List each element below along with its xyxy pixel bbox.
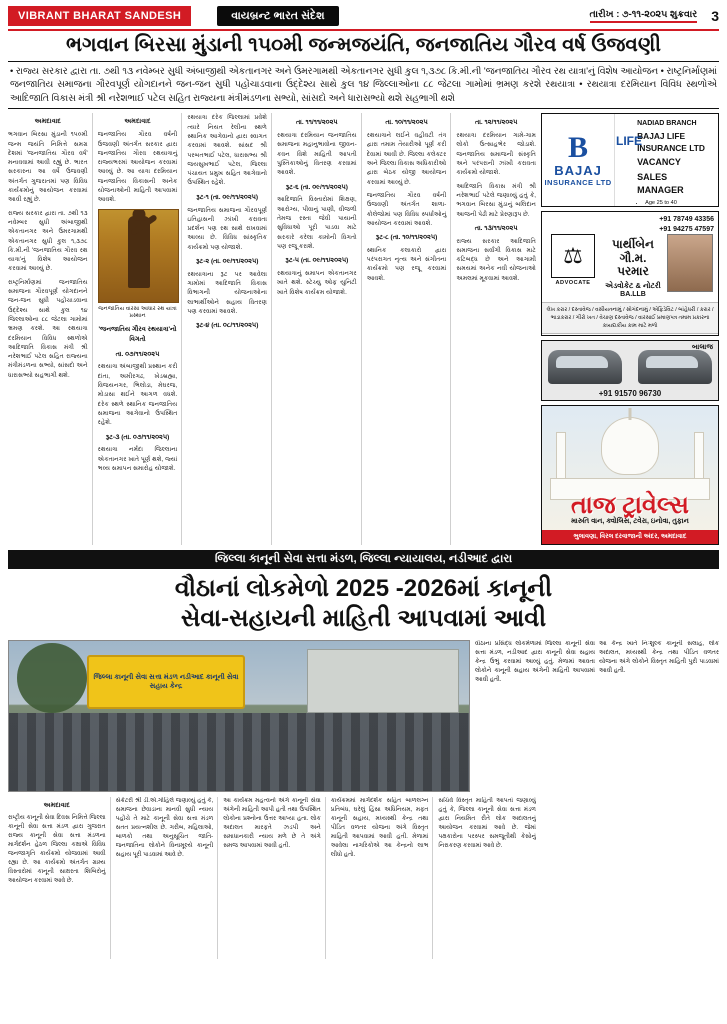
lead-text-columns [8,113,536,545]
advocate-degree: BA.LLB [620,290,646,298]
paragraph: રાજ્ય સરકાર દ્વારા તા. ૭થી ૧૩ નવેમ્બર સુધી અંબાજીથી એકતાનગર અને ઉમરગામથી એકતાનગર સુધી કુલ ૧,૩૭૮ કિ.મી.ની 'જનજાતિય ગૌરવ રથ યાત્રા'નું વિશેષ આયોજન કરવામાં આવ્યું છે. [8,209,88,273]
photo-caption: જનજાતિય વારસા આધાર રથ યાત્રા પ્રસ્થાન [98,305,177,319]
masthead-center-title: વાયબ્રન્ટ ભારત સંદેશ [217,6,338,26]
legal-services-camp-photo [8,640,470,792]
bajaj-vacancy-label: VACANCY [637,156,681,167]
lead-bullets: • રાજ્ય સરકાર દ્વારા તા. ૭થી ૧૩ નવેમ્બર સુધી અંબાજીથી એકતાનગર અને ઉમરગામથી એકતાનગર સુધી કુલ ૧,૩૭૮ કિ.મી.ની 'જનજાતિય ગૌરવ રથ યાત્રા'નું વિશેષ આયોજન • રાષ્ટ્રનિર્માણમાં જનજાતિય સમાજના ગૌરવપૂર્ણ યોગદાનને જન-જન સુધી પહોંચાડવાના ઉદ્દેશ્ય સાથે કુલ ૧૪ જિલ્લાઓના ૮૮ જેટલા ગામોમાં ભ્રમણ કરશે રથયાત્રા • રથયાત્રા દરમિયાન વિવિધ સ્થળોએ આદિજાતિ વિકાસ મંત્રી શ્રી નરેશભાઈ પટેલ સહિત રાજ્યના મંત્રીમંડળના સભ્યો, સાંસદો અને ધારાસભ્યો થશે સહભાગી થશે [8,61,719,109]
advocate-phones[interactable] [542,212,718,235]
taj-subtitle: મારુતિ વાન, ક્વોલિસ, ટવેરા, ઇનોવા, તુફાન [571,518,689,526]
taj-footer-address: ભુલાવણા, વિરલ દરવાજાની અંદર, અમદાવાદ [542,530,718,544]
paragraph: રથયાત્રા દરમિયાન ગામે-ગામ લોકો ઉત્સાહભેર જોડાશે. જનજાતિય સમાજની સંસ્કૃતિ અને પરંપરાની ઝાંખી કરાવતા કાર્યક્રમો યોજાશે. [456,132,537,177]
paragraph: સેક્રેટરી શ્રી ડી.એ.ગોહિલે જણાવ્યું હતું કે, સમાજના છેવાડાના માનવી સુધી ન્યાય પહોંચે તે માટે કાનૂની સેવા સત્તા મંડળ સતત પ્રયત્નશીલ છે. ગરીબ, મહિલાઓ, બાળકો તથા અનુસૂચિત જાતિ-જનજાતિના લોકોને વિનામૂલ્યે કાનૂની સહાય પૂરી પાડવામાં આવે છે. [115,798,214,859]
section-kicker: 'જનજાતિય ગૌરવ રથયાત્રા'નો વિગતો [98,326,177,343]
column-dateline: અમદાવાદ [124,118,151,126]
masthead-right [339,6,719,26]
bajaj-requirement: • Age 25 to 40 [645,199,713,207]
advocate-role: એડવોકેટ & નોટરી [605,280,661,290]
advocate-services: લેખ કરાર / દસ્તાવેજ / વસીયતનામું / સોગંદનામું / એફિડેવિટ / બાંહેધરી / કરાર / ભાડાકરાર / ગીરો ખત / વેચાણ દસ્તાવેજ / વારસાઈ પ્રમાણપત્ર તમામ પ્રકારના કાયદાકીય કામ માટે મળો [542,302,718,334]
date-head: રૂટ-૮ (તા. ૧૦/૧૧/૨૦૨૫) [375,234,438,242]
advocate-portrait [667,234,713,292]
bottom-area [8,797,719,959]
lead-column-3 [187,113,272,545]
column-dateline: અમદાવાદ [34,118,61,126]
second-story-headline [8,574,719,634]
paragraph: જનજાતિય સમાજના ગૌરવપૂર્ણ ઇતિહાસની ઝાંખી કરાવતા પ્રદર્શન પણ રથ સાથે રાખવામાં આવ્યા છે. વિવિધ સાંસ્કૃતિક કાર્યક્રમો પણ યોજાશે. [187,206,268,251]
bajaj-brand: BAJAJ [554,163,602,179]
scales-of-justice-icon: ⚖ [551,234,595,278]
second-story-columns [475,640,719,792]
paragraph: આ કાર્યક્રમ મહત્વનો અંગે કાનૂની સેવા અંગેની માહિતી આપી હતી તથા ઉપસ્થિત લોકોના પ્રશ્નોના ઉત્તર આપ્યા હતા. લોક અદાલત મારફતે ઝડપી અને સમાધાનકારી ન્યાય મળે છે તે અંગે સમજ આપવામાં આવી હતી. [223,798,321,850]
paragraph: જનજાતિય ગૌરવ વર્ષની ઉજવણી અંતર્ગત શાળા-કોલેજોમાં પણ વિવિધ સ્પર્ધાઓનું આયોજન કરવામાં આવશે. [366,191,447,227]
ad-car-travels[interactable] [541,340,719,402]
lead-column-6 [456,113,536,545]
birsa-munda-statue-photo [98,209,180,303]
bottom-column-5 [438,797,536,959]
tree-shape [17,643,87,713]
paragraph: રાષ્ટ્રનિર્માણમાં જનજાતિય સમાજના ગૌરવપૂર્ણ યોગદાનને જન-જન સુધી પહોંચાડવાના ઉદ્દેશ્ય સાથે કુલ ૧૪ જિલ્લાઓના ૮૮ જેટલા ગામોમાં ભ્રમણ કરશે. આ રથયાત્રા દરમિયાન વિવિધ સ્થળોએ આદિજાતિ વિકાસ મંત્રી શ્રી નરેશભાઈ પટેલ સહિત રાજ્યના મંત્રીમંડળના સભ્યો, સાંસદો અને ધારાસભ્યો સહભાગી થશે. [8,278,88,379]
taj-dome-icon [602,418,658,474]
masthead-date: તારીખ : ૭-૧૧-૨૦૨૫ શુક્રવાર [590,9,698,23]
date-head: રૂટ-૨ (તા. ૦૯/૧૧/૨૦૨૫) [195,258,259,266]
bottom-column-1 [8,797,111,959]
paragraph: રાષ્ટ્રીય કાનૂની સેવા દિવસ નિમિત્તે જિલ્લા કાનૂની સેવા સત્તા મંડળ દ્વારા ગુજરાત રાજ્ય કાનૂની સેવા સત્તા મંડળના માર્ગદર્શન હેઠળ જિલ્લા કક્ષાએ વિવિધ જનજાગૃતિ કાર્યક્રમો યોજવામાં આવી રહ્યા છે. આ કાર્યક્રમો અંતર્ગત ગ્રામ્ય વિસ્તારોમાં કાનૂની સાક્ષરતા શિબિરોનું આયોજન કરવામાં આવે છે. [8,815,106,885]
advocate-phone-1[interactable]: +91 78749 43356 [659,215,714,223]
paragraph: ભગવાન બિરસા મુંડાની ૧૫૦મી જન્મ જયંતિ નિમિત્તે સમગ્ર દેશમાં 'જનજાતિય ગૌરવ વર્ષ' મનાવવામાં આવી રહ્યું છે. ભારત સરકારના આ વર્ષે ઉજવણી અંતર્ગત ગુજરાતમાં પણ વિવિધ કાર્યક્રમોનું આયોજન કરવામાં આવી રહ્યું છે. [8,131,88,204]
paragraph: સ્થાનિક કલાકારો દ્વારા પરંપરાગત નૃત્ય અને સંગીતના કાર્યક્રમો પણ રજૂ કરવામાં આવશે. [366,246,447,282]
photo-banner-text: જિલ્લા કાનૂની સેવા સત્તા મંડળ નડીઆદ કાનૂની સેવા સહાય કેન્દ્ર [87,655,245,709]
advocate-name: પાર્થીબેન ગૌ.મ. પરમાર [612,237,654,278]
bottom-column-3 [223,797,326,959]
bajaj-brand-sub: INSURANCE LTD [544,178,612,188]
date-head: તા. ૦૭/૧૧/૨૦૨૫ [115,350,160,358]
lead-column-4 [277,113,362,545]
car-icon [638,350,712,384]
divider-red [8,29,719,31]
bajaj-position: SALES MANAGER [637,171,684,196]
bajaj-ad-copy [615,114,718,205]
bajaj-logo [542,114,615,205]
advocate-text [603,234,663,298]
date-head: તા. ૧૦/૧૧/૨૦૨૫ [385,119,428,127]
lead-headline: ભગવાન બિરસા મુંડાની ૧૫૦મી જન્મજયંતિ, જનજાતિય ગૌરવ વર્ષ ઉજવણી [65,34,661,56]
paragraph: આદિજાતિ વિસ્તારોમાં શિક્ષણ, આરોગ્ય, પીવાનું પાણી, વીજળી તેમજ રસ્તા જેવી પાયાની સુવિધાઓ પૂરી પાડવા માટે સરકારે કરેલા કામોની વિગતો પણ રજૂ કરાશે. [277,196,357,250]
car-ad-brand: બાલાજ [692,343,713,351]
paragraph: રથયાત્રા નર્મદા જિલ્લાના એકતાનગર ખાતે પૂર્ણ થશે, જ્યાં ભવ્ય સમાપન સમારોહ યોજાશે. [97,446,178,472]
lead-column-5 [367,113,452,545]
tent-shape [307,649,459,713]
date-head: રૂટ-૬ (તા. ૦૯/૧૧/૨૦૨૫) [285,183,348,191]
second-story [8,550,719,792]
ad-advocate[interactable] [541,211,719,336]
bottom-column-4 [331,797,434,959]
paragraph: આદિજાતિ વિકાસ મંત્રી શ્રી નરેશભાઈ પટેલે જણાવ્યું હતું કે, ભગવાન બિરસા મુંડાનું બલિદાન આજની પેઢી માટે પ્રેરણારૂપ છે. [456,182,537,218]
masthead-left-title: VIBRANT BHARAT SANDESH [8,6,191,26]
lead-column-1 [8,113,93,545]
lead-column-2 [98,113,183,545]
bajaj-company: BAJAJ LIFE [637,130,686,141]
ad-bajaj-life-insurance[interactable] [541,113,719,206]
column-dateline: અમદાવાદ [43,802,70,810]
car-ad-phone[interactable]: +91 91570 96730 [598,389,662,399]
date-head: તા. ૧૩/૧૧/૨૦૨૫ [474,224,518,232]
date-head: રૂટ-૧ (તા. ૦૯/૧૧/૨૦૨૫) [196,193,259,201]
bottom-text-columns [8,797,536,959]
second-story-headline-line-1: વૌઠાનાં લોકમેળો 2025 -2026માં કાનૂની [174,575,553,603]
page-number: 3 [711,8,719,24]
bajaj-b-mark: B [568,131,589,165]
paragraph: રથયાત્રાના રૂટ પર આવેલા ગામોમાં આદિજાતિ વિકાસ વિભાગની યોજનાઓના લાભાર્થીઓને સહાય વિતરણ પણ કરવામાં આવશે. [187,270,268,315]
advocate-phone-2[interactable]: +91 94275 47597 [659,225,714,233]
car-icon [548,350,622,384]
advocate-logo [547,234,599,286]
right-ad-rail [541,113,719,545]
advocate-logo-caption: ADVOCATE [555,280,591,287]
advocate-body [542,234,718,298]
second-story-column-1: વૌઠાના પ્રસિદ્ધ લોકમેળામાં જિલ્લા કાનૂની સેવા સત્તા મંડળ, નડીઆદ દ્વારા કાનૂની સેવા સહાય કેન્દ્ર ઉભું કરવામાં આવ્યું હતું. મેળામાં આવતા લોકોને કાનૂની સહાય અંગેની માહિતી આપવામાં આવી હતી. [475,641,595,684]
date-head: તા. ૧૨/૧૧/૨૦૨૫ [475,119,518,127]
date-head: રૂટ-૪ (તા. ૦૮/૧૧/૨૦૨૫) [195,322,259,330]
date-head: તા. ૧૧/૧૧/૨૦૨૫ [296,119,338,127]
taj-title: તાજ ટ્રાવેલ્સ [571,492,689,520]
paragraph: રથયાત્રા દરેક જિલ્લામાં પ્રવેશે ત્યારે નિયત રેલીના સ્થળે સ્થાનિક આગેવાનો દ્વારા સ્વાગત કરવામાં આવશે. સાંસદ શ્રી પરબતભાઈ પટેલ, ધારાસભ્ય શ્રી જયસુખભાઈ પટેલ, જિલ્લા પંચાયત પ્રમુખ સહિત આગેવાનો ઉપસ્થિત રહેશે. [187,114,268,187]
date-head: રૂટ-૫ (તા. ૦૯/૧૧/૨૦૨૫) [285,257,349,265]
paragraph: કાર્યક્રમમાં માર્ગદર્શક સહિત બાળલગ્ન પ્રતિબંધ, ઘરેલું હિંસા અધિનિયમ, મફત કાનૂની સહાય, મધ્યસ્થી કેન્દ્ર તથા પીડિત વળતર યોજના અંગે વિસ્તૃત માહિતી આપવામાં આવી હતી. મેળામાં આવેલા નાગરિકોએ આ કેન્દ્રનો લાભ લીધો હતો. [330,798,429,859]
bajaj-requirements [645,199,713,207]
lead-body-area [8,113,719,545]
second-story-band: જિલ્લા કાનૂની સેવા સત્તા મંડળ, જિલ્લા ન્યાયાલય, નડીઆદ દ્વારા [8,550,719,569]
bajaj-branch: NADIAD BRANCH [637,120,697,128]
crowd-shape [9,713,469,791]
bajaj-life-label: LIFE [616,134,642,149]
bottom-column-2 [116,797,219,959]
paragraph: રથયાત્રાનું સમાપન એકતાનગર ખાતે થશે. સ્ટેચ્યુ ઓફ યુનિટી ખાતે વિશેષ કાર્યક્રમ યોજાશે. [277,269,357,296]
paragraph: જનજાતિય ગૌરવ વર્ષની ઉજવણી અંતર્ગત સરકાર દ્વારા જનજાતિય ગૌરવ રથયાત્રાનું રાજ્યભરમાં આયોજન કરવામાં આવ્યું છે. આ યાત્રા દરમિયાન જનજાતિય વિકાસની અનેક યોજનાઓની માહિતી આપવામાં આવશે. [97,131,178,204]
paragraph: રાજ્ય સરકાર આદિજાતિ સમાજના સર્વાંગી વિકાસ માટે કટિબદ્ધ છે અને આગામી સમયમાં અનેક નવી યોજનાઓ અમલમાં મૂકવામાં આવશે. [456,237,537,282]
paragraph: સચિવે વિસ્તૃત માહિતી આપતાં જણાવ્યું હતું કે, જિલ્લા કાનૂની સેવા સત્તા મંડળ દ્વારા નિયમિત રીતે લોક અદાલતનું આયોજન કરવામાં આવે છે. જેમાં પક્ષકારોના પરસ્પર સમજૂતીથી કેસોનું નિરાકરણ કરવામાં આવે છે. [438,798,536,850]
ad-taj-travels[interactable] [541,405,719,545]
bajaj-company2: INSURANCE LTD [637,142,705,153]
paragraph: રથયાત્રા અંબાજીથી પ્રસ્થાન કરી દાંતા, અમીરગઢ, ખેડબ્રહ્મા, વિજયનગર, ભિલોડા, મેઘરજ, મોડાસા થઈને આગળ વધશે. દરેક સ્થળે સ્થાનિક જનજાતિય સમાજના આગેવાનો ઉપસ્થિત રહેશે. [97,363,178,427]
paragraph: રથયાત્રા દરમિયાન જનજાતિય સમાજના મહાનુભાવોના જીવન-કવન વિશે માહિતી આપતી પુસ્તિકાઓનું વિતરણ કરવામાં આવશે. [277,132,357,177]
second-story-headline-line-2: સેવા-સહાયની માહિતી આપવામાં આવી [180,605,547,633]
paragraph: રથયાત્રાને લઈને વહીવટી તંત્ર દ્વારા તમામ તૈયારીઓ પૂર્ણ કરી દેવામાં આવી છે. જિલ્લા કલેક્ટર અને જિલ્લા વિકાસ અધિકારીઓ દ્વારા બેઠક યોજી આયોજન કરવામાં આવ્યું છે. [366,132,447,186]
second-story-column-2: આ કેન્દ્ર ખાતે નિઃશુલ્ક કાનૂની સલાહ, લોક અદાલત, મધ્યસ્થી કેન્દ્ર તથા પીડિત વળતર યોજના અંગે લોકોને વિસ્તૃત માહિતી પુરી પાડવામાં આવી હતી. [599,641,719,675]
date-head: રૂટ-૩ (તા. ૦૭/૧૧/૨૦૨૫) [105,433,170,441]
masthead [8,6,719,26]
second-story-row [8,640,719,792]
